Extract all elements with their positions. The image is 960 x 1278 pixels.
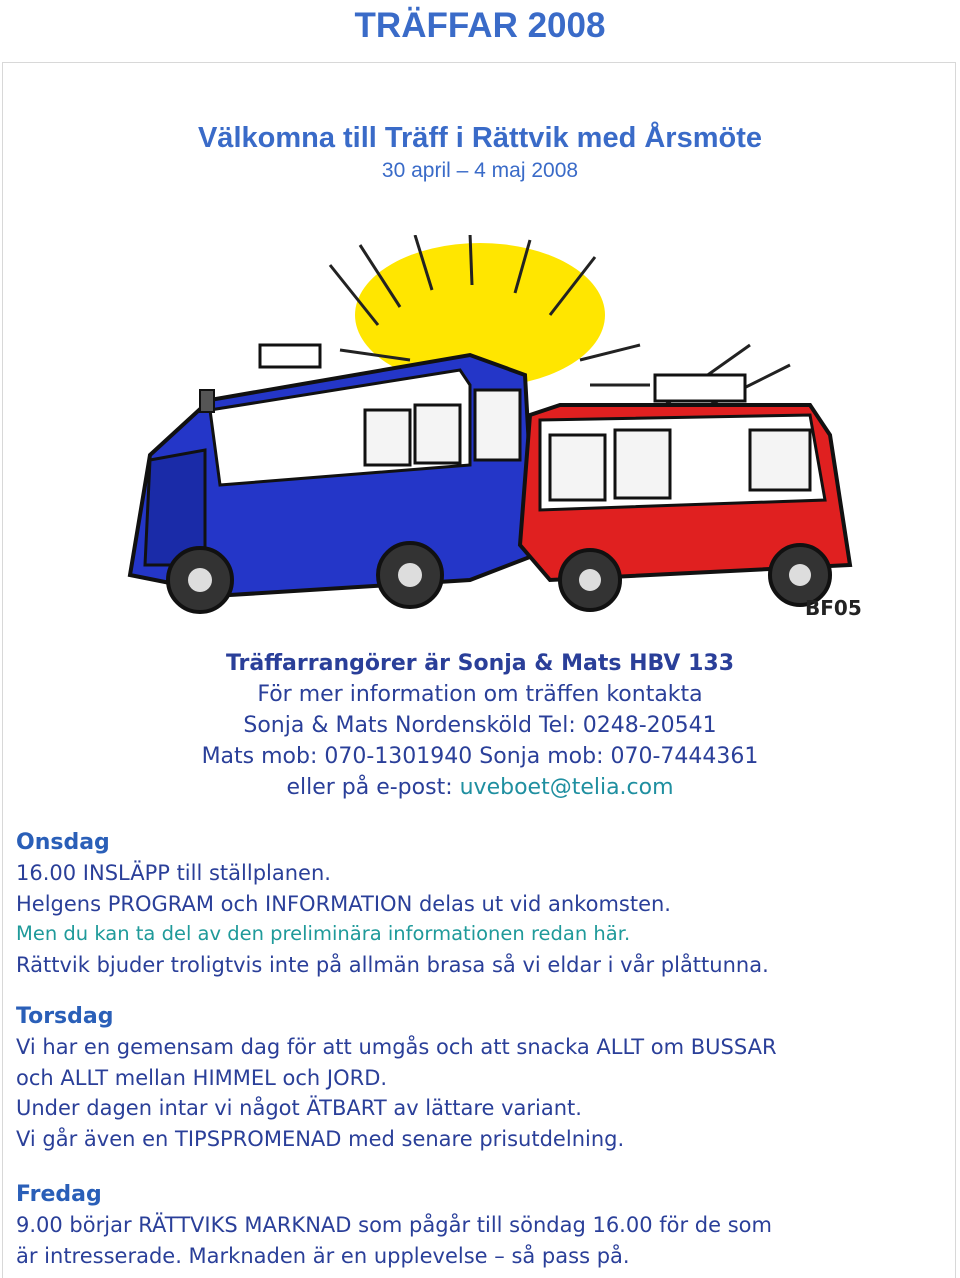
section-line: Rättvik bjuder troligtvis inte på allmän brasa så vi eldar i vår plåttunna. <box>16 952 769 977</box>
artist-signature: BF05 <box>805 596 862 620</box>
contact-block <box>0 648 960 803</box>
bus-illustration <box>110 235 870 630</box>
email-link[interactable]: uveboet@telia.com <box>459 775 674 800</box>
section-line: Helgens PROGRAM och INFORMATION delas ut vid ankomsten. <box>16 891 671 916</box>
email-prefix: eller på e-post: <box>286 775 460 800</box>
section-line: 9.00 börjar RÄTTVIKS MARKNAD som pågår till söndag 16.00 för de som <box>16 1213 772 1237</box>
event-dates: 30 april – 4 maj 2008 <box>381 159 579 182</box>
section-heading: Fredag <box>16 1182 102 1207</box>
section-fredag <box>16 1180 946 1271</box>
section-line: och ALLT mellan HIMMEL och JORD. <box>16 1065 388 1090</box>
blue-bus <box>130 345 535 612</box>
section-heading: Onsdag <box>16 830 110 855</box>
info-line: För mer information om träffen kontakta <box>257 682 703 707</box>
names-phone-line: Sonja & Mats Nordensköld Tel: 0248-20541 <box>243 713 717 738</box>
section-onsdag <box>16 828 946 980</box>
section-line: Under dagen intar vi något ÄTBART av lättare variant. <box>16 1096 582 1120</box>
section-line: är intresserade. Marknaden är en upplevelse – så pass på. <box>16 1243 630 1268</box>
section-line: 16.00 INSLÄPP till ställplanen. <box>16 861 331 885</box>
section-heading: Torsdag <box>16 1004 114 1029</box>
email-line <box>0 772 960 803</box>
red-bus <box>520 375 850 610</box>
organizers-line: Träffarrangörer är Sonja & Mats HBV 133 <box>225 651 735 676</box>
preliminary-info-link[interactable]: Men du kan ta del av den preliminära informationen redan här. <box>16 922 631 945</box>
mobiles-line: Mats mob: 070-1301940 Sonja mob: 070-7444361 <box>201 744 759 769</box>
section-line: Vi har en gemensam dag för att umgås och att snacka ALLT om BUSSAR <box>16 1035 777 1059</box>
section-line: Vi går även en TIPSPROMENAD med senare prisutdelning. <box>16 1126 625 1151</box>
welcome-heading: Välkomna till Träff i Rättvik med Årsmöte <box>197 122 763 154</box>
section-torsdag <box>16 1002 946 1154</box>
page-title: TRÄFFAR 2008 <box>354 6 606 45</box>
